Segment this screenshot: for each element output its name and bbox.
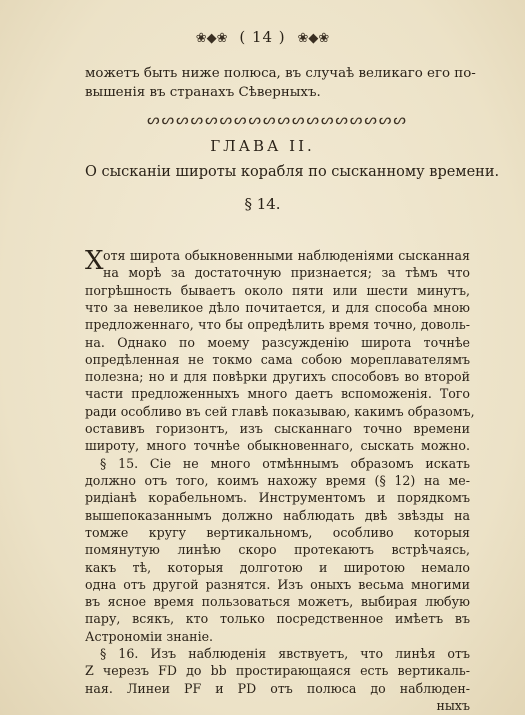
text-line: можетъ быть ниже полюса, въ случаѣ великаго его по-	[85, 66, 476, 81]
text-line: на. Однако по моему разсужденію широта точнѣе	[85, 335, 470, 350]
text-line: части предложенныхъ много даетъ вспоможенія. Того	[85, 386, 470, 401]
text-line: отя широта обыкновенными наблюденіями сысканная	[103, 248, 470, 263]
text-line: ная. Линеи PF и PD отъ полюса до наблюден-	[85, 681, 470, 696]
chapter-title: ГЛАВА II.	[210, 137, 315, 155]
text-line: § 15. Сіе не много отмѣннымъ образомъ искать	[100, 456, 470, 471]
text-line: помянутую линѣю скоро протекаютъ встрѣчаясь,	[85, 542, 470, 557]
text-line: погрѣшность бываетъ около пяти или шести минутъ,	[85, 283, 470, 298]
text-line: одна отъ другой разнятся. Изъ оныхъ весьма многими	[85, 577, 470, 592]
text-line: въ ясное время пользоваться можетъ, выбирая любую	[85, 594, 470, 609]
text-line: на морѣ за достаточную признается; за тѣмъ что	[103, 265, 470, 280]
text-line: вышенія въ странахъ Сѣверныхъ.	[85, 85, 321, 100]
text-line: предложеннаго, что бы опредѣлить время точно, доволь-	[85, 317, 470, 332]
ornament-bar: ᔕᔕᔕᔕᔕᔕᔕᔕᔕᔕᔕᔕᔕᔕᔕᔕᔕᔕ	[147, 112, 408, 128]
text-line: ради особливо въ сей главѣ показываю, какимъ образомъ,	[85, 404, 475, 419]
text-line: какъ тѣ, которыя долготою и широтою немало	[85, 560, 470, 575]
text-line: Астрономіи знаніе.	[85, 629, 214, 644]
section-mark: § 14.	[244, 195, 281, 213]
text-line: оставивъ горизонтъ, изъ сысканнаго точно времени	[85, 421, 470, 436]
page-header	[0, 28, 525, 46]
text-line: ридіанѣ корабельномъ. Инструментомъ и порядкомъ	[85, 490, 470, 505]
text-line: что за невеликое дѣло почитается, и для способа мною	[85, 300, 470, 315]
text-line: опредѣленная не токмо сама собою мореплавателямъ	[85, 352, 470, 367]
left-ornament: ❀◆❀	[195, 31, 228, 46]
text-line: пару, всякъ, кто только посредственное имѣетъ въ	[85, 611, 470, 626]
text-line: должно отъ того, коимъ нахожу время (§ 12) на ме-	[85, 473, 470, 488]
text-line: ныхъ	[436, 698, 470, 713]
drop-cap: Х	[85, 246, 104, 276]
right-ornament: ❀◆❀	[297, 31, 330, 46]
text-line: широту, много точнѣе обыкновеннаго, сыскать можно.	[85, 438, 470, 453]
page-number: ( 14 )	[239, 28, 286, 46]
text-line: § 16. Изъ наблюденія явствуетъ, что линѣя отъ	[100, 646, 470, 661]
text-line: полезна; но и для повѣрки другихъ способовъ во второй	[85, 369, 470, 384]
text-line: вышепоказаннымъ должно наблюдать двѣ звѣзды на	[85, 508, 470, 523]
chapter-subtitle: О сысканіи широты корабля по сысканному времени.	[85, 164, 500, 180]
text-line: Z черезъ FD до bb простирающаяся есть вертикаль-	[85, 663, 470, 678]
text-line: томже кругу вертикальномъ, особливо которыя	[85, 525, 470, 540]
